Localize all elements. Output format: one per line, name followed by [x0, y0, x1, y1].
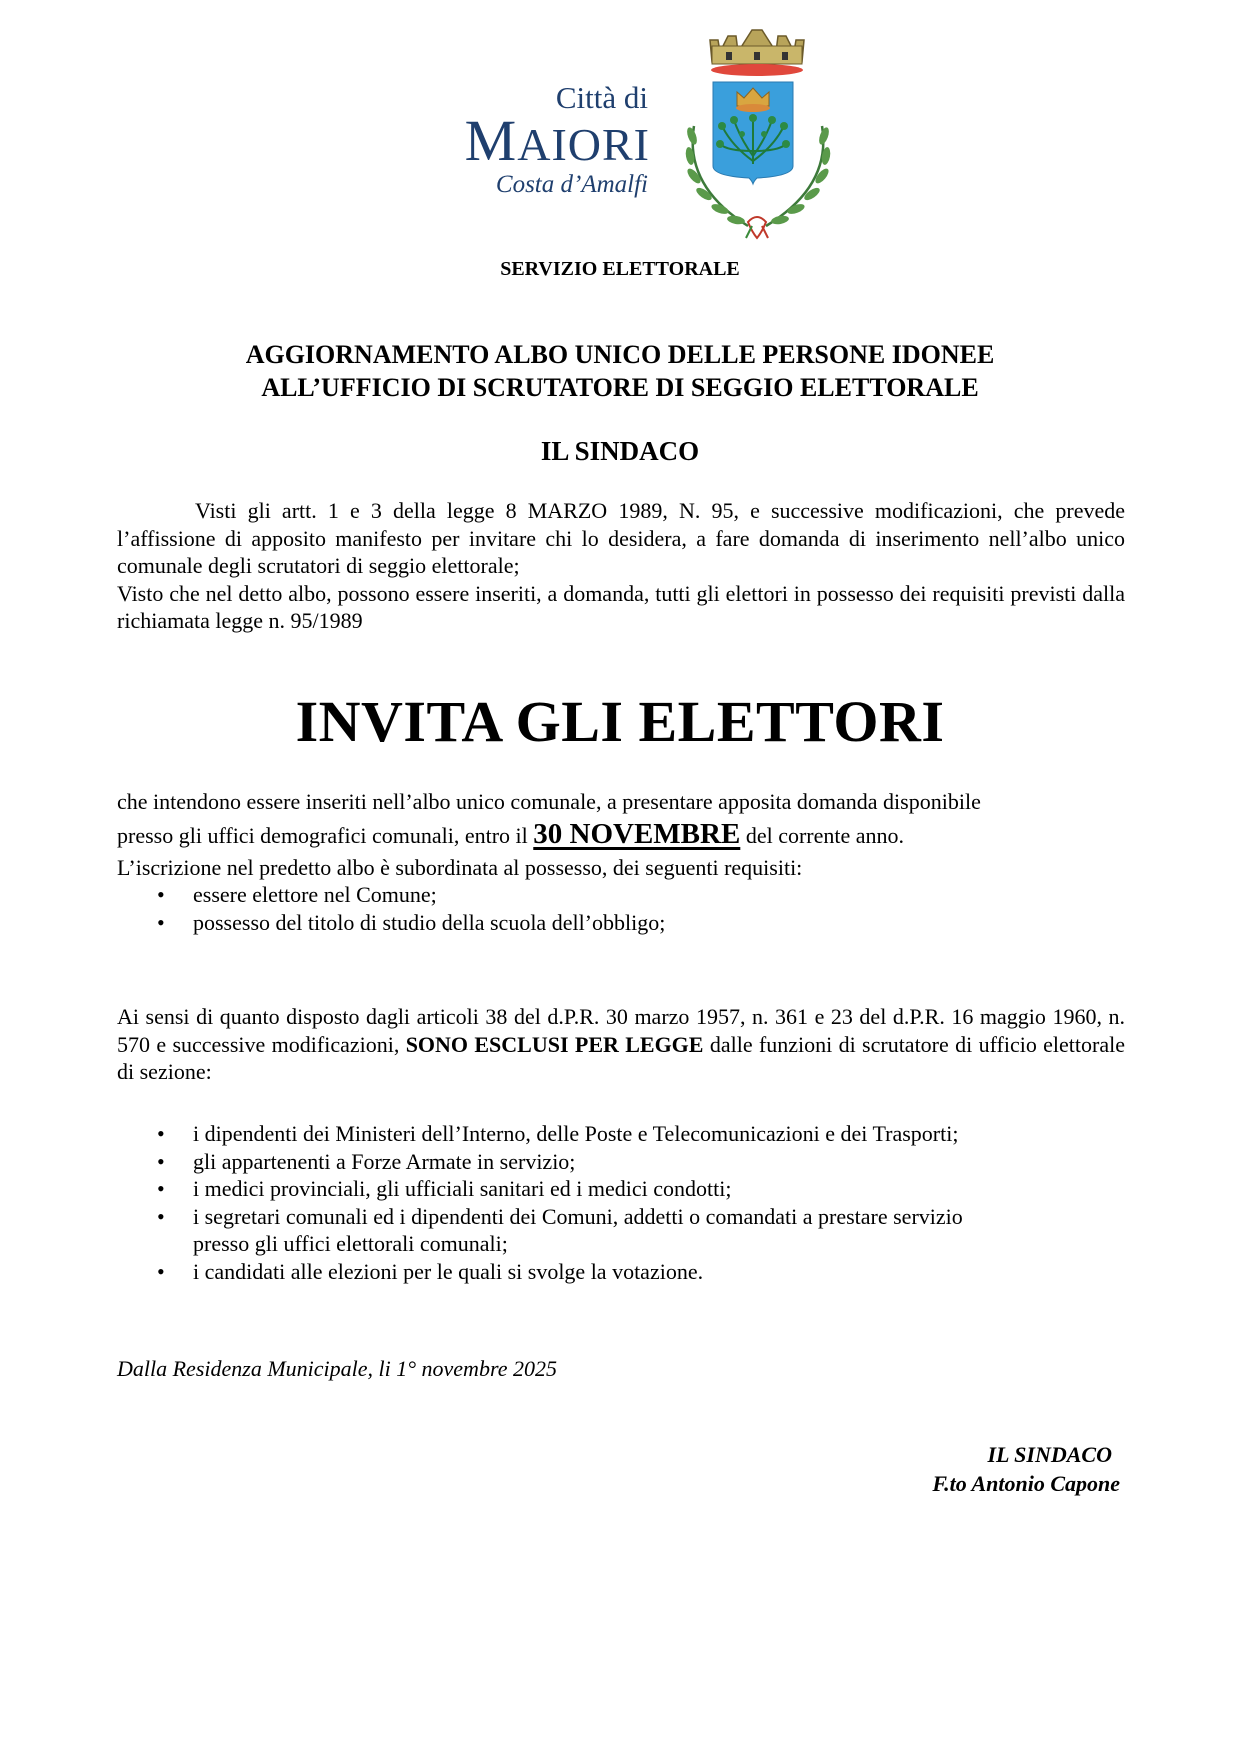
exclusions-intro-post: dalle funzioni di scrutatore di ufficio elettorale di sezione: — [117, 1031, 1126, 1085]
signature-name: F.to Antonio Capone — [932, 1471, 1120, 1496]
invitation-line-2-pre: presso gli uffici demografici comunali, entro il — [117, 822, 534, 848]
exclusion-item — [117, 1258, 1125, 1286]
exclusions-intro-text — [117, 1003, 1125, 1086]
requirement-item — [117, 881, 1125, 909]
requirement-text: possesso del titolo di studio della scuola dell’obbligo; — [193, 909, 666, 935]
logo-citta-di: Città di — [555, 80, 648, 115]
preamble-paragraph-2: Visto che nel detto albo, possono essere inseriti, a domanda, tutti gli elettori in possesso dei requisiti previsti dalla richiamata legge n. 95/1989 — [117, 580, 1125, 634]
bullet-icon: • — [157, 882, 165, 908]
deadline-date: 30 NOVEMBRE — [533, 817, 741, 850]
exclusions-intro — [117, 1003, 1125, 1086]
preamble — [117, 497, 1125, 635]
coat-of-arms-icon — [682, 26, 832, 240]
requirements-intro: L’iscrizione nel predetto albo è subordinata al possesso, dei seguenti requisiti: — [117, 854, 803, 880]
exclusion-text: i dipendenti dei Ministeri dell’Interno, delle Poste e Telecomunicazioni e dei Trasporti; — [193, 1121, 959, 1146]
exclusion-text: i candidati alle elezioni per le quali si svolge la votazione. — [193, 1258, 704, 1284]
bullet-icon: • — [157, 909, 165, 935]
exclusion-text: i medici provinciali, gli ufficiali sanitari ed i medici condotti; — [193, 1176, 732, 1202]
exclusions-block — [117, 1120, 1125, 1286]
requirements-list — [117, 881, 1125, 936]
document-title — [0, 338, 1240, 404]
title-line-1: AGGIORNAMENTO ALBO UNICO DELLE PERSONE IDONEE — [245, 340, 995, 369]
requirement-item — [117, 909, 1125, 937]
exclusion-item — [117, 1175, 1125, 1203]
title-line-2: ALL’UFFICIO DI SCRUTATORE DI SEGGIO ELETTORALE — [261, 373, 979, 402]
exclusion-item — [117, 1203, 1125, 1258]
exclusion-item — [117, 1148, 1125, 1176]
invitation-block — [117, 788, 1125, 936]
place-and-date: Dalla Residenza Municipale, li 1° novembre 2025 — [117, 1356, 557, 1381]
exclusion-text: gli appartenenti a Forze Armate in servizio; — [193, 1148, 576, 1174]
headline: INVITA GLI ELETTORI — [295, 689, 945, 754]
exclusions-list — [117, 1120, 1125, 1286]
logo-city-rest: AIORI — [517, 119, 650, 170]
preamble-paragraph-1: Visti gli artt. 1 e 3 della legge 8 MARZO 1989, N. 95, e successive modificazioni, che prevede l’affissione di apposito manifesto per invitare chi lo desidera, a fare domanda di inserimento nell’albo unico comunale degli scrutatori di seggio elettorale; — [117, 498, 1125, 579]
exclusions-intro-pre: Ai sensi di quanto disposto dagli articoli 38 del d.P.R. 30 marzo 1957, n. 361 e 23 del d.P.R. 16 maggio 1960, n. 570 e successive modificazioni, — [117, 1004, 1125, 1057]
exclusion-text: i segretari comunali ed i dipendenti dei Comuni, addetti o comandati a prestare servizio presso gli uffici elettorali comunali; — [193, 1203, 963, 1257]
exclusion-item — [117, 1120, 1125, 1148]
issuer-heading: IL SINDACO — [540, 436, 700, 466]
invitation-line-2 — [117, 816, 1125, 854]
bullet-icon: • — [157, 1121, 165, 1146]
invitation-line-1: che intendono essere inseriti nell’albo unico comunale, a presentare apposita domanda disponibile — [117, 789, 981, 814]
logo-subtitle: Costa d’Amalfi — [495, 171, 648, 198]
requirement-text: essere elettore nel Comune; — [193, 882, 437, 908]
invitation-line-2-post: del corrente anno. — [740, 822, 905, 848]
signature-title: IL SINDACO — [987, 1442, 1112, 1467]
bullet-icon: • — [157, 1258, 165, 1284]
bullet-icon: • — [157, 1203, 165, 1229]
exclusions-emphasis: SONO ESCLUSI PER LEGGE — [405, 1031, 704, 1057]
logo-city-name — [400, 108, 650, 173]
department-label: SERVIZIO ELETTORALE — [500, 258, 740, 280]
bullet-icon: • — [157, 1148, 165, 1174]
bullet-icon: • — [157, 1176, 165, 1202]
logo-city-initial: M — [464, 108, 518, 173]
